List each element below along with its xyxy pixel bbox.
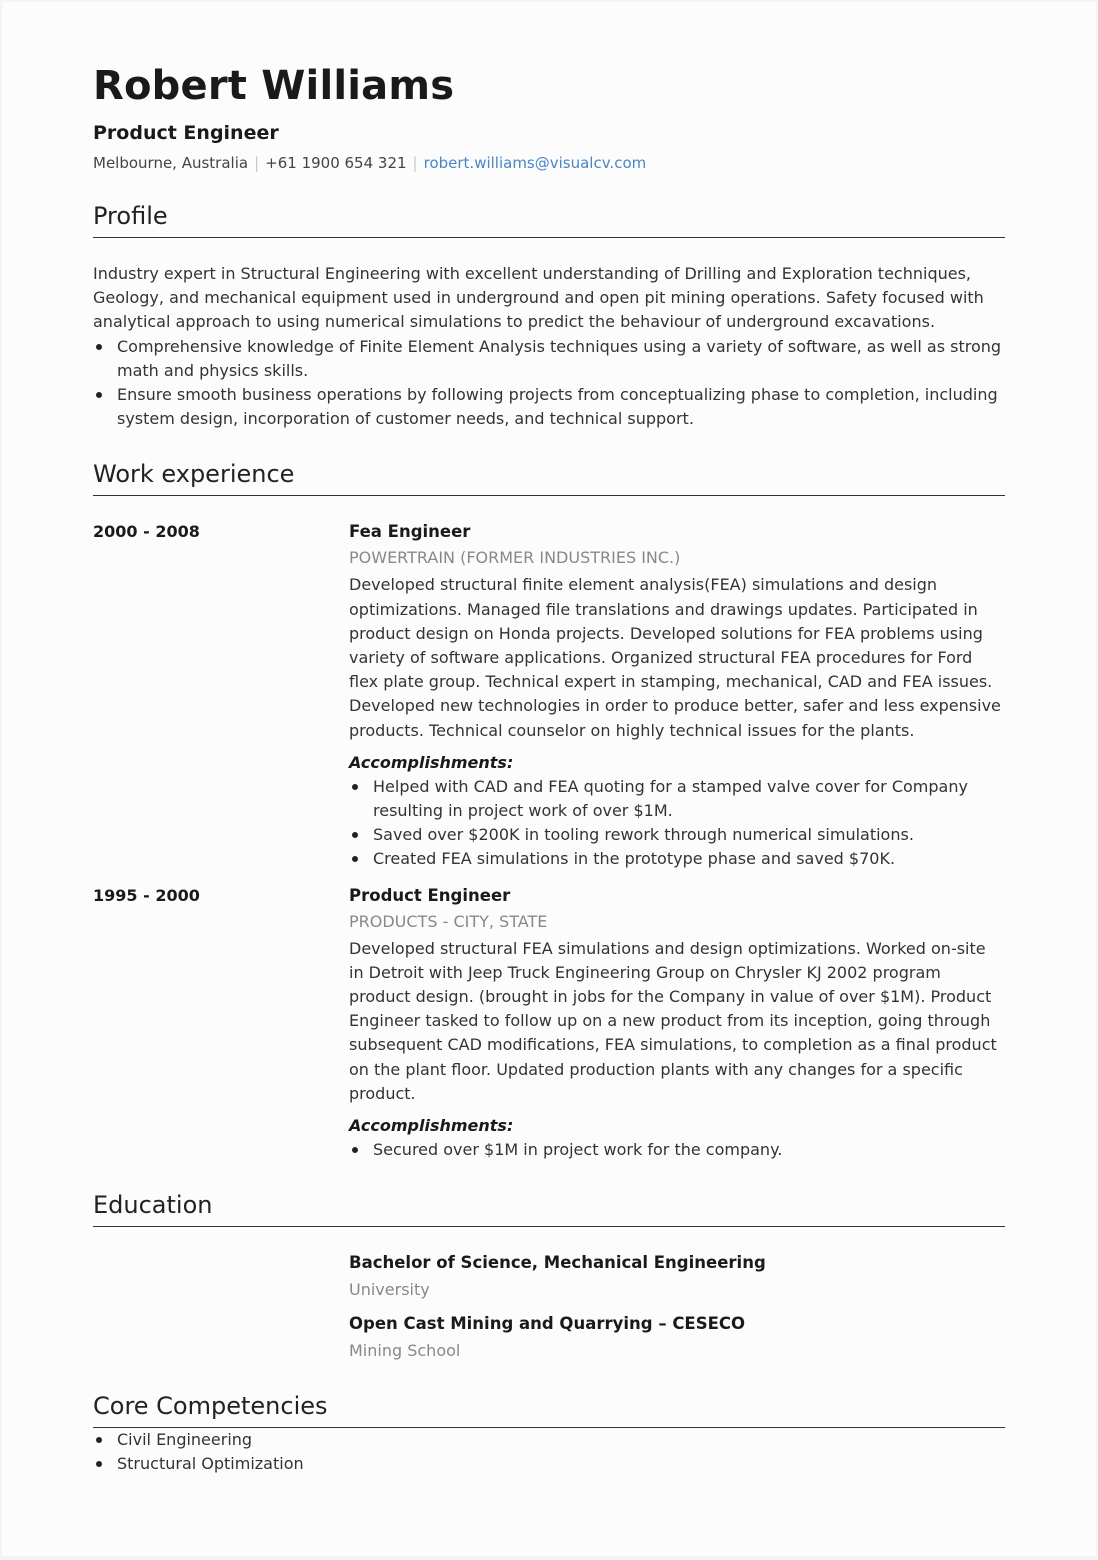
education-item [349,1312,1005,1363]
job-description: Developed structural finite element analysis(FEA) simulations and design optimizations. Managed file translations and drawings updates. Participated in product design on Honda projects. Developed solutions for FEA problems using variety of software applications. Organized structural FEA procedures for Ford flex plate group. Technical expert in stamping, mechanical, CAD and FEA issues. Developed new technologies in order to produce better, safer and less expensive products. Technical counselor on highly technical issues for the plants. [349,575,1001,740]
contact-separator: | [254,154,260,172]
profile-heading: Profile [93,201,1005,238]
education-school: Mining School [349,1341,461,1361]
accomplishment-item: Created FEA simulations in the prototype phase and saved $70K. [349,847,1005,871]
job-role: Fea Engineer [349,522,471,542]
education-heading: Education [93,1190,1005,1227]
job-details [349,520,1005,871]
contact-separator: | [412,154,418,172]
profile-bullet: Comprehensive knowledge of Finite Element Analysis techniques using a variety of software, as well as strong math and physics skills. [93,335,1005,383]
profile-summary: Industry expert in Structural Engineering with excellent understanding of Drilling and Exploration techniques, Geology, and mechanical equipment used in underground and open pit mining operations. Safety focused with analytical approach to using numerical simulations to predict the behaviour of underground excavations. [93,264,984,332]
contact-email-link[interactable]: robert.williams@visualcv.com [423,154,647,172]
profile-bullet: Ensure smooth business operations by following projects from conceptualizing phase to completion, including system design, incorporation of customer needs, and technical support. [93,383,1005,431]
accomplishments-list [349,1138,1005,1162]
accomplishments-list [349,775,1005,872]
contact-line [93,152,1005,174]
candidate-title: Product Engineer [93,122,279,144]
core-competencies-list [93,1428,1005,1476]
work-heading: Work experience [93,459,1005,496]
job-details [349,884,1005,1163]
job-entry [93,884,1005,1163]
contact-location: Melbourne, Australia [93,154,249,172]
job-role: Product Engineer [349,885,511,905]
job-dates: 1995 - 2000 [93,885,200,905]
accomplishment-item: Secured over $1M in project work for the company. [349,1138,1005,1162]
competency-item: Civil Engineering [93,1428,1005,1452]
accomplishments-label: Accomplishments: [349,752,514,772]
job-dates: 2000 - 2008 [93,522,200,542]
job-description: Developed structural FEA simulations and design optimizations. Worked on-site in Detroit with Jeep Truck Engineering Group on Chrysler KJ 2002 program product design. (brought in jobs for the Company in value of over $1M). Product Engineer tasked to follow up on a new product from its inception, going through subsequent CAD modifications, FEA simulations, to completion as a final product on the plant floor. Updated production plants with any changes for a specific product. [349,938,997,1103]
job-company: POWERTRAIN (FORMER INDUSTRIES INC.) [349,548,681,568]
candidate-name: Robert Williams [93,63,455,109]
education-list [349,1251,1005,1363]
education-degree: Open Cast Mining and Quarrying – CESECO [349,1314,745,1334]
job-entry [93,520,1005,871]
contact-phone: +61 1900 654 321 [265,154,407,172]
education-degree: Bachelor of Science, Mechanical Engineering [349,1253,766,1273]
accomplishment-item: Saved over $200K in tooling rework through numerical simulations. [349,823,1005,847]
competency-item: Structural Optimization [93,1452,1005,1476]
education-item [349,1251,1005,1302]
core-competencies-heading: Core Competencies [93,1391,1005,1428]
resume-page [2,2,1096,1556]
profile-bullets [93,335,1005,432]
job-company: PRODUCTS - CITY, STATE [349,911,548,931]
education-school: University [349,1280,430,1300]
accomplishments-label: Accomplishments: [349,1116,514,1136]
profile-body [93,262,1005,431]
accomplishment-item: Helped with CAD and FEA quoting for a stamped valve cover for Company resulting in project work of over $1M. [349,775,1005,823]
